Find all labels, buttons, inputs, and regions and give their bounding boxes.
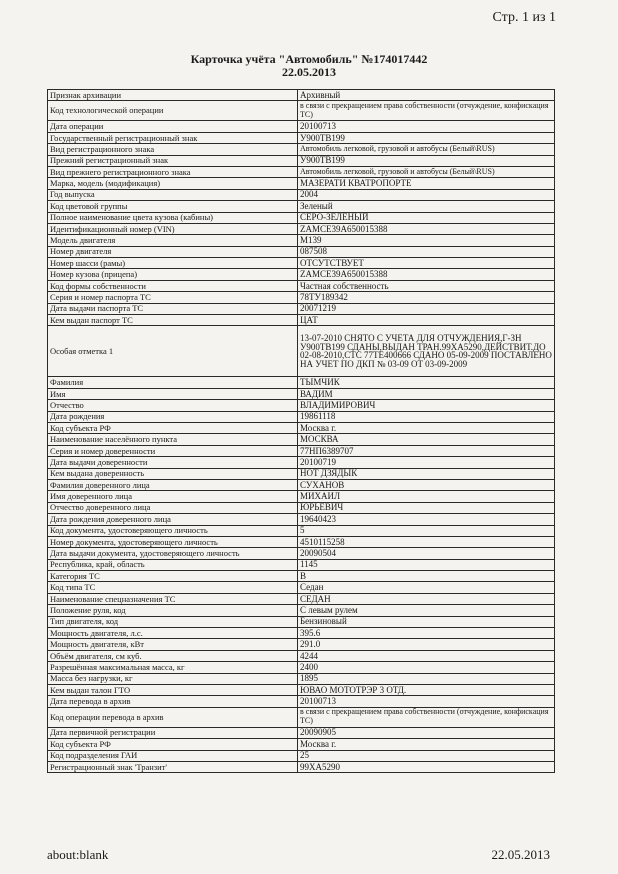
table-row: [48, 377, 555, 388]
table-row: [48, 502, 555, 513]
registration-card-rows: [48, 90, 555, 773]
field-label: Особая отметка 1: [48, 326, 298, 377]
field-label: Дата выдачи документа, удостоверяющего личность: [48, 548, 298, 559]
table-row: [48, 571, 555, 582]
field-label: Дата выдачи паспорта ТС: [48, 303, 298, 314]
field-value: 13-07-2010 СНЯТО С УЧЕТА ДЛЯ ОТЧУЖДЕНИЯ,Г-ЗН У900ТВ199 СДАНЫ,ВЫДАН ТРАН.99ХА5290,ДЕЙСТВИТ.ДО 02-08-2010,СТС 77ТЕ400666 СДАНО 05-09-2009 ПОСТАВЛЕНО НА УЧЕТ ПО ДКП № 03-09 ОТ 03-09-2009: [298, 326, 555, 377]
field-value: СЕДАН: [298, 593, 555, 604]
field-label: Год выпуска: [48, 189, 298, 200]
field-label: Регистрационный знак 'Транзит': [48, 761, 298, 772]
field-label: Модель двигателя: [48, 235, 298, 246]
field-value: в связи с прекращением права собственности (отчуждение, конфискация ТС): [298, 101, 555, 121]
table-row: [48, 422, 555, 433]
field-value: M139: [298, 235, 555, 246]
table-row: [48, 212, 555, 223]
field-value: В: [298, 571, 555, 582]
field-value: ZAMCE39A650015388: [298, 269, 555, 280]
field-label: Положение руля, код: [48, 605, 298, 616]
table-row: [48, 548, 555, 559]
field-value: МОСКВА: [298, 434, 555, 445]
field-value: 25: [298, 750, 555, 761]
field-value: МИХАИЛ: [298, 491, 555, 502]
field-label: Тип двигателя, код: [48, 616, 298, 627]
field-label: Отчество: [48, 400, 298, 411]
table-row: [48, 605, 555, 616]
table-row: [48, 536, 555, 547]
field-label: Код цветовой группы: [48, 201, 298, 212]
field-label: Номер документа, удостоверяющего личность: [48, 536, 298, 547]
field-value: Автомобиль легковой, грузовой и автобусы (Белый\RUS): [298, 166, 555, 177]
field-label: Марка, модель (модификация): [48, 178, 298, 189]
table-row: [48, 616, 555, 627]
field-value: ОТСУТСТВУЕТ: [298, 258, 555, 269]
field-label: Кем выдана доверенность: [48, 468, 298, 479]
field-value: 20100713: [298, 121, 555, 132]
field-label: Наименование населённого пункта: [48, 434, 298, 445]
field-label: Идентификационный номер (VIN): [48, 223, 298, 234]
field-value: Москва г.: [298, 739, 555, 750]
field-value: 77НП6389707: [298, 445, 555, 456]
field-value: У900ТВ199: [298, 155, 555, 166]
table-row: [48, 707, 555, 727]
field-value: 2400: [298, 662, 555, 673]
field-label: Номер шасси (рамы): [48, 258, 298, 269]
table-row: [48, 457, 555, 468]
table-row: [48, 292, 555, 303]
field-value: 395.6: [298, 628, 555, 639]
field-value: НОТ ДЗЯДЫК: [298, 468, 555, 479]
table-row: [48, 121, 555, 132]
field-label: Код операции перевода в архив: [48, 707, 298, 727]
field-label: Категория ТС: [48, 571, 298, 582]
field-label: Имя доверенного лица: [48, 491, 298, 502]
table-row: [48, 178, 555, 189]
field-value: ВЛАДИМИРОВИЧ: [298, 400, 555, 411]
table-row: [48, 593, 555, 604]
table-row: [48, 750, 555, 761]
field-value: МАЗЕРАТИ КВАТРОПОРТЕ: [298, 178, 555, 189]
document-title: Карточка учёта "Автомобиль" №174017442: [190, 52, 428, 66]
field-label: Дата перевода в архив: [48, 696, 298, 707]
table-row: [48, 315, 555, 326]
field-value: Частная собственность: [298, 280, 555, 291]
field-value: Зеленый: [298, 201, 555, 212]
table-row: [48, 411, 555, 422]
field-label: Отчество доверенного лица: [48, 502, 298, 513]
table-row: [48, 144, 555, 155]
table-row: [48, 235, 555, 246]
table-row: [48, 582, 555, 593]
table-row: [48, 303, 555, 314]
table-row: [48, 155, 555, 166]
field-value: 99ХА5290: [298, 761, 555, 772]
field-label: Серия и номер паспорта ТС: [48, 292, 298, 303]
field-label: Полное наименование цвета кузова (кабины): [48, 212, 298, 223]
field-label: Признак архивации: [48, 90, 298, 101]
field-label: Код субъекта РФ: [48, 422, 298, 433]
field-label: Кем выдан паспорт ТС: [48, 315, 298, 326]
table-row: [48, 280, 555, 291]
table-row: [48, 639, 555, 650]
field-label: Дата рождения: [48, 411, 298, 422]
table-row: [48, 673, 555, 684]
field-label: Дата выдачи доверенности: [48, 457, 298, 468]
field-value: У900ТВ199: [298, 132, 555, 143]
field-value: ЦАТ: [298, 315, 555, 326]
table-row: [48, 650, 555, 661]
page-number: Стр. 1 из 1: [492, 10, 556, 25]
field-value: в связи с прекращением права собственности (отчуждение, конфискация ТС): [298, 707, 555, 727]
field-value: 20090905: [298, 727, 555, 738]
field-value: ТЫМЧИК: [298, 377, 555, 388]
table-row: [48, 132, 555, 143]
table-row: [48, 514, 555, 525]
table-row: [48, 400, 555, 411]
table-row: [48, 201, 555, 212]
table-row: [48, 479, 555, 490]
field-label: Фамилия: [48, 377, 298, 388]
field-value: 78ТУ189342: [298, 292, 555, 303]
table-row: [48, 166, 555, 177]
table-row: [48, 628, 555, 639]
field-value: 5: [298, 525, 555, 536]
field-value: 1145: [298, 559, 555, 570]
footer-date: 22.05.2013: [491, 847, 550, 862]
table-row: [48, 223, 555, 234]
table-row: [48, 491, 555, 502]
field-label: Номер двигателя: [48, 246, 298, 257]
document-title-block: [0, 53, 618, 79]
field-value: Бензиновый: [298, 616, 555, 627]
field-label: Код технологической операции: [48, 101, 298, 121]
field-label: Государственный регистрационный знак: [48, 132, 298, 143]
field-value: С левым рулем: [298, 605, 555, 616]
table-row: [48, 761, 555, 772]
footer-url: about:blank: [47, 847, 109, 862]
field-value: 1895: [298, 673, 555, 684]
field-label: Код документа, удостоверяющего личность: [48, 525, 298, 536]
table-row: [48, 246, 555, 257]
field-value: 2004: [298, 189, 555, 200]
field-label: Код типа ТС: [48, 582, 298, 593]
field-label: Прежний регистрационный знак: [48, 155, 298, 166]
field-value: 291.0: [298, 639, 555, 650]
field-label: Республика, край, область: [48, 559, 298, 570]
field-label: Дата первичной регистрации: [48, 727, 298, 738]
field-label: Дата операции: [48, 121, 298, 132]
field-label: Разрешённая максимальная масса, кг: [48, 662, 298, 673]
field-label: Код подразделения ГАИ: [48, 750, 298, 761]
table-row: [48, 727, 555, 738]
field-value: ВАДИМ: [298, 388, 555, 399]
field-label: Код субъекта РФ: [48, 739, 298, 750]
field-value: 19861118: [298, 411, 555, 422]
field-value: 087508: [298, 246, 555, 257]
registration-card-table: [47, 89, 555, 773]
table-row: [48, 258, 555, 269]
table-row: [48, 388, 555, 399]
field-value: 4510115258: [298, 536, 555, 547]
table-row: [48, 525, 555, 536]
table-row: [48, 445, 555, 456]
field-label: Код формы собственности: [48, 280, 298, 291]
field-label: Дата рождения доверенного лица: [48, 514, 298, 525]
table-row: [48, 662, 555, 673]
field-value: 20090504: [298, 548, 555, 559]
field-value: СЕРО-ЗЕЛЕНЫЙ: [298, 212, 555, 223]
field-label: Наименование спецназначения ТС: [48, 593, 298, 604]
field-value: 4244: [298, 650, 555, 661]
field-value: Архивный: [298, 90, 555, 101]
field-label: Кем выдан талон ГТО: [48, 684, 298, 695]
field-value: 20071219: [298, 303, 555, 314]
field-value: 20100719: [298, 457, 555, 468]
table-row: [48, 696, 555, 707]
field-value: СУХАНОВ: [298, 479, 555, 490]
field-value: ЮВАО МОТОТРЭР 3 ОТД.: [298, 684, 555, 695]
field-value: Седан: [298, 582, 555, 593]
field-label: Серия и номер доверенности: [48, 445, 298, 456]
field-label: Мощность двигателя, кВт: [48, 639, 298, 650]
table-row: [48, 101, 555, 121]
table-row: [48, 90, 555, 101]
field-label: Фамилия доверенного лица: [48, 479, 298, 490]
field-label: Объём двигателя, см куб.: [48, 650, 298, 661]
table-row: [48, 189, 555, 200]
table-row: [48, 269, 555, 280]
field-label: Номер кузова (прицепа): [48, 269, 298, 280]
field-label: Имя: [48, 388, 298, 399]
field-value: Москва г.: [298, 422, 555, 433]
field-label: Вид прежнего регистрационного знака: [48, 166, 298, 177]
field-value: ZAMCE39A650015388: [298, 223, 555, 234]
field-value: ЮРЬЕВИЧ: [298, 502, 555, 513]
table-row: [48, 739, 555, 750]
field-label: Вид регистрационного знака: [48, 144, 298, 155]
field-value: Автомобиль легковой, грузовой и автобусы (Белый\RUS): [298, 144, 555, 155]
field-value: 20100713: [298, 696, 555, 707]
table-row: [48, 434, 555, 445]
table-row: [48, 468, 555, 479]
table-row: [48, 684, 555, 695]
field-value: 19640423: [298, 514, 555, 525]
document-date: 22.05.2013: [282, 65, 336, 79]
field-label: Мощность двигателя, л.с.: [48, 628, 298, 639]
field-label: Масса без нагрузки, кг: [48, 673, 298, 684]
table-row: [48, 559, 555, 570]
table-row: [48, 326, 555, 377]
